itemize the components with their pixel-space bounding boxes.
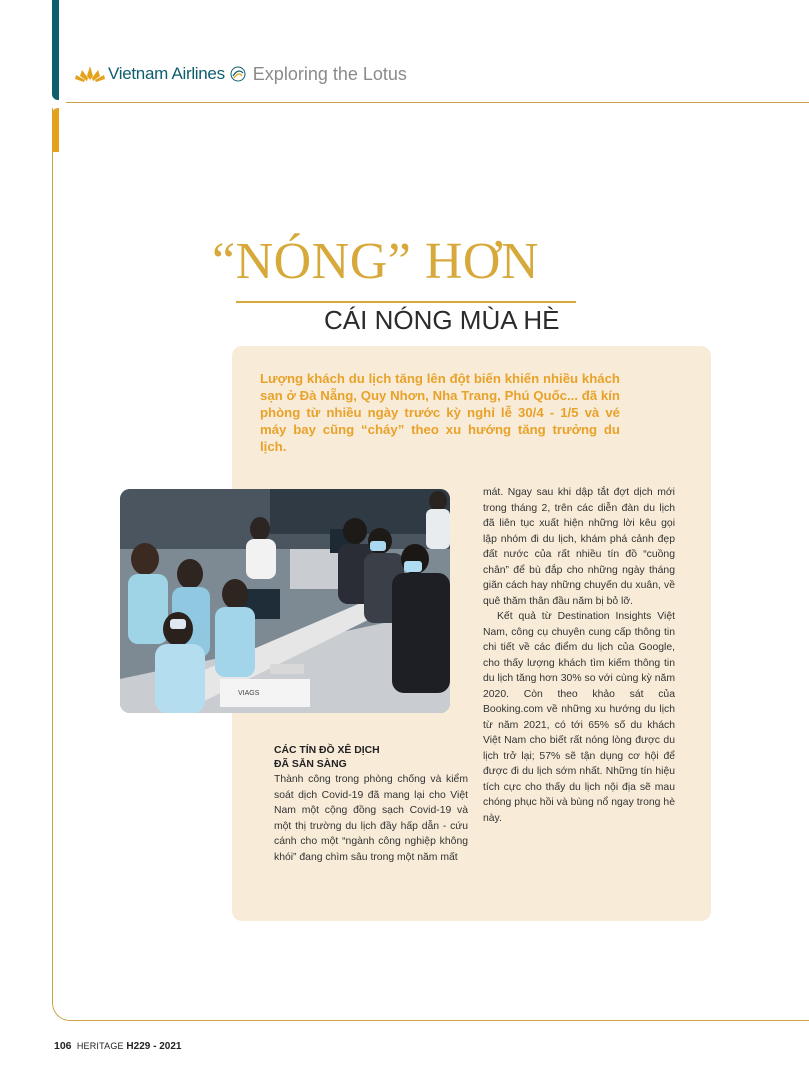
header-accent-bar [52,0,59,100]
right-column [483,485,675,826]
magazine-header [74,60,407,88]
issue-number: H229 - 2021 [126,1041,182,1052]
section-subhead-line-1: CÁC TÍN ĐỒ XÊ DỊCH [274,745,380,756]
magazine-name: HERITAGE [76,1041,124,1051]
article-subtitle: CÁI NÓNG MÙA HÈ [324,305,560,335]
title-underline [236,301,576,303]
page-number: 106 [54,1040,72,1052]
frame-accent-tab [52,108,59,152]
swirl-logo-icon [229,65,247,83]
header-divider [66,102,809,103]
left-column [274,744,468,865]
section-subhead-line-2: ĐÃ SẴN SÀNG [274,759,347,770]
header-tagline: Exploring the Lotus [252,63,407,84]
article-title: “NÓNG” HƠN [212,233,540,290]
photo-signage-text: VIAGS [238,690,260,697]
lotus-logo-icon [74,64,106,84]
article-lead: Lượng khách du lịch tăng lên đột biến khiến nhiều khách sạn ở Đà Nẵng, Quy Nhơn, Nha Trang, Phú Quốc... đã kín phòng từ nhiều ngày trước kỳ nghỉ lễ 30/4 - 1/5 và vé máy bay cũng “cháy” theo xu hướng tăng trưởng du lịch. [260,371,620,454]
airport-counter-photo [120,489,450,713]
right-paragraph-1: mát. Ngay sau khi dập tắt đợt dịch mới trong tháng 2, trên các diễn đàn du lịch đã liên tục xuất hiện những lời kêu gọi lập nhóm đi du lịch, khám phá cảnh đẹp đất nước của rất nhiều tín đồ “cuồng chân” để bù đắp cho những ngày tháng giãn cách hay những chuyến du xuân, về quê thăm thân đầu năm bị bỏ lỡ. [483,487,675,607]
page-footer [54,1040,181,1052]
right-paragraph-2: Kết quả từ Destination Insights Việt Nam, công cụ chuyên cung cấp thông tin chi tiết về các điểm du lịch của Google, cho thấy lượng khách tìm kiếm thông tin du lịch tăng hơn 30% so với cùng kỳ năm 2020. Còn theo khảo sát của Booking.com về những xu hướng du lịch từ năm 2021, có tới 65% số du khách Việt Nam cho biết rất nóng lòng được du lịch trở lại; 57% sẽ tận dụng cơ hội để được đi du lịch sớm nhất. Những tín hiệu tích cực cho thấy du lịch nội địa sẽ mau chóng phục hồi và bùng nổ ngay trong hè này. [483,611,675,824]
brand-name: Vietnam Airlines [108,64,225,83]
left-paragraph: Thành công trong phòng chống và kiểm soát dịch Covid-19 đã mang lại cho Việt Nam một cộng đồng sạch Covid-19 và một thị trường du lịch đầy hấp dẫn - cứu cánh cho một “ngành công nghiệp không khói” đang chìm sâu trong một năm mất [274,774,468,863]
